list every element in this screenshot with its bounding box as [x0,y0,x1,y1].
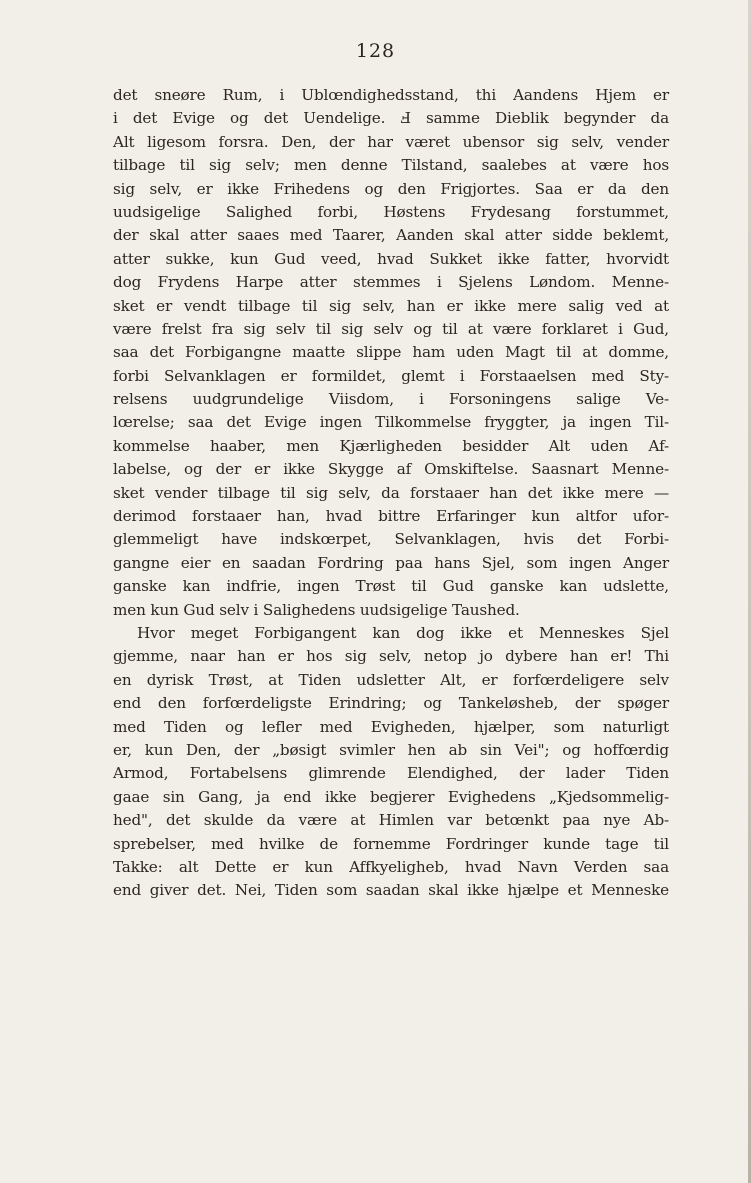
text-line: med Tiden og lefler med Evigheden, hjælper, som naturligt [113,717,669,736]
text-line: sprebelser, med hvilke de fornemme Fordringer kunde tage til [113,834,669,853]
text-line: uudsigelige Salighed forbi, Høstens Frydesang forstummet, [113,202,669,221]
text-line: være frelst fra sig selv til sig selv og til at være forklaret i Gud, [113,319,669,338]
text-line: Alt ligesom forsra. Den, der har været ubensor sig selv, vender [113,132,669,151]
text-line: gjemme, naar han er hos sig selv, netop jo dybere han er! Thi [113,647,669,666]
text-line: labelse, og der er ikke Skygge af Omskiftelse. Saasnart Menne- [113,460,669,479]
text-line: tilbage til sig selv; men denne Tilstand, saalebes at være hos [113,156,669,175]
page-number: 128 [355,40,396,62]
text-line: sig selv, er ikke Frihedens og den Frigjortes. Saa er da den [113,179,669,198]
text-line: er, kun Den, der „bøsigt svimler hen ab sin Vei"; og hoffœrdig [113,740,669,759]
text-line: en dyrisk Trøst, at Tiden udsletter Alt, er forfœrdeligere selv [113,670,669,689]
text-line: kommelse haaber, men Kjærligheden besidder Alt uden Af- [113,436,669,455]
text-line: gaae sin Gang, ja end ikke begjerer Evighedens „Kjedsommelig- [113,787,669,806]
text-line: Hvor meget Forbigangent kan dog ikke et Menneskes Sjel [137,623,669,642]
text-line: men kun Gud selv i Salighedens uudsigelige Taushed. [113,600,520,619]
text-line: glemmeligt have indskœrpet, Selvanklagen, hvis det Forbi- [113,530,669,549]
body-text [113,84,669,903]
text-line: der skal atter saaes med Taarer, Aanden skal atter sidde beklemt, [113,226,669,245]
text-line: i det Evige og det Uendelige. Ⅎ samme Dieblik begynder da [113,109,669,128]
text-line: Takke: alt Dette er kun Affkyeligheb, hvad Navn Verden saa [113,857,669,876]
text-line: relsens uudgrundelige Viisdom, i Forsoningens salige Ve- [113,390,669,409]
text-line: forbi Selvanklagen er formildet, glemt i Forstaaelsen med Sty- [113,366,669,385]
text-line: dog Frydens Harpe atter stemmes i Sjelens Løndom. Menne- [113,273,669,292]
text-line: sket er vendt tilbage til sig selv, han er ikke mere salig ved at [113,296,669,315]
text-line: hed", det skulde da være at Himlen var betœnkt paa nye Ab- [113,811,669,830]
text-line: saa det Forbigangne maatte slippe ham uden Magt til at domme, [113,343,669,362]
text-line: end den forfœrdeligste Erindring; og Tankeløsheb, der spøger [113,694,669,713]
text-line: derimod forstaaer han, hvad bittre Erfaringer kun altfor ufor- [113,507,669,526]
text-line: sket vender tilbage til sig selv, da forstaaer han det ikke mere — [113,483,669,502]
text-line: Armod, Fortabelsens glimrende Elendighed, der lader Tiden [113,764,669,783]
text-line: det sneøre Rum, i Ublœndighedsstand, thi Aandens Hjem er [113,86,669,104]
text-line: lœrelse; saa det Evige ingen Tilkommelse fryggter, ja ingen Til- [113,413,669,432]
text-line: end giver det. Nei, Tiden som saadan skal ikke hjælpe et Menneske [113,881,669,900]
text-line: ganske kan indfrie, ingen Trøst til Gud ganske kan udslette, [113,577,669,596]
text-line: atter sukke, kun Gud veed, hvad Sukket ikke fatter, hvorvidt [113,249,669,268]
text-line: gangne eier en saadan Fordring paa hans Sjel, som ingen Anger [113,553,669,572]
